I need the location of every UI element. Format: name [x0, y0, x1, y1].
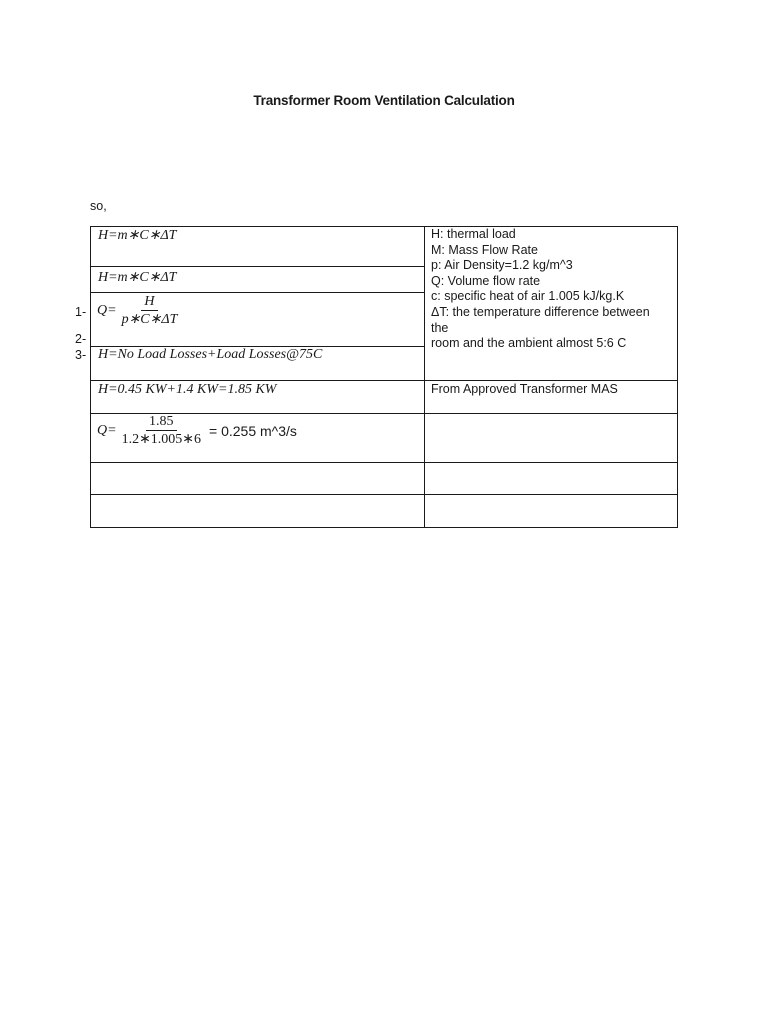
fraction-numerator: H: [141, 294, 157, 311]
note-line: room and the ambient almost 5:6 C: [431, 336, 627, 351]
equation-result: = 0.255 m^3/s: [209, 422, 297, 439]
note-line: H: thermal load: [431, 227, 516, 241]
note-line: M: Mass Flow Rate: [431, 242, 538, 257]
equation-lhs: Q=: [97, 422, 117, 438]
fraction-numerator: 1.85: [146, 414, 177, 431]
equation-volume-result: [97, 414, 297, 447]
document-title: Transformer Room Ventilation Calculation: [253, 93, 515, 108]
fraction-denominator: p∗C∗ΔT: [121, 312, 178, 327]
note-line: ΔT: the temperature difference between: [431, 304, 650, 319]
equation-heat-mass: H=m∗C∗ΔT: [98, 228, 177, 243]
fraction-denominator: 1.2∗1.005∗6: [121, 432, 202, 447]
fraction: [119, 294, 181, 327]
equation-heat-mass-repeat: H=m∗C∗ΔT: [98, 270, 177, 285]
intro-text: so,: [90, 199, 107, 213]
note-line: p: Air Density=1.2 kg/m^3: [431, 258, 573, 273]
equation-heat-value: H=0.45 KW+1.4 KW=1.85 KW: [98, 382, 277, 397]
list-number-2: 2-: [75, 332, 87, 346]
equation-heat-losses: H=No Load Losses+Load Losses@75C: [98, 347, 323, 362]
list-number-3: 3-: [75, 348, 87, 362]
equation-lhs: Q=: [97, 302, 117, 318]
source-note: From Approved Transformer MAS: [431, 382, 618, 396]
note-line: c: specific heat of air 1.005 kJ/kg.K: [431, 289, 625, 304]
note-line: Q: Volume flow rate: [431, 273, 541, 288]
variable-definitions: [431, 227, 675, 352]
note-line: the: [431, 320, 449, 335]
list-number-1: 1-: [75, 305, 87, 319]
equation-volume-flow: [97, 294, 180, 327]
fraction: [119, 414, 204, 447]
